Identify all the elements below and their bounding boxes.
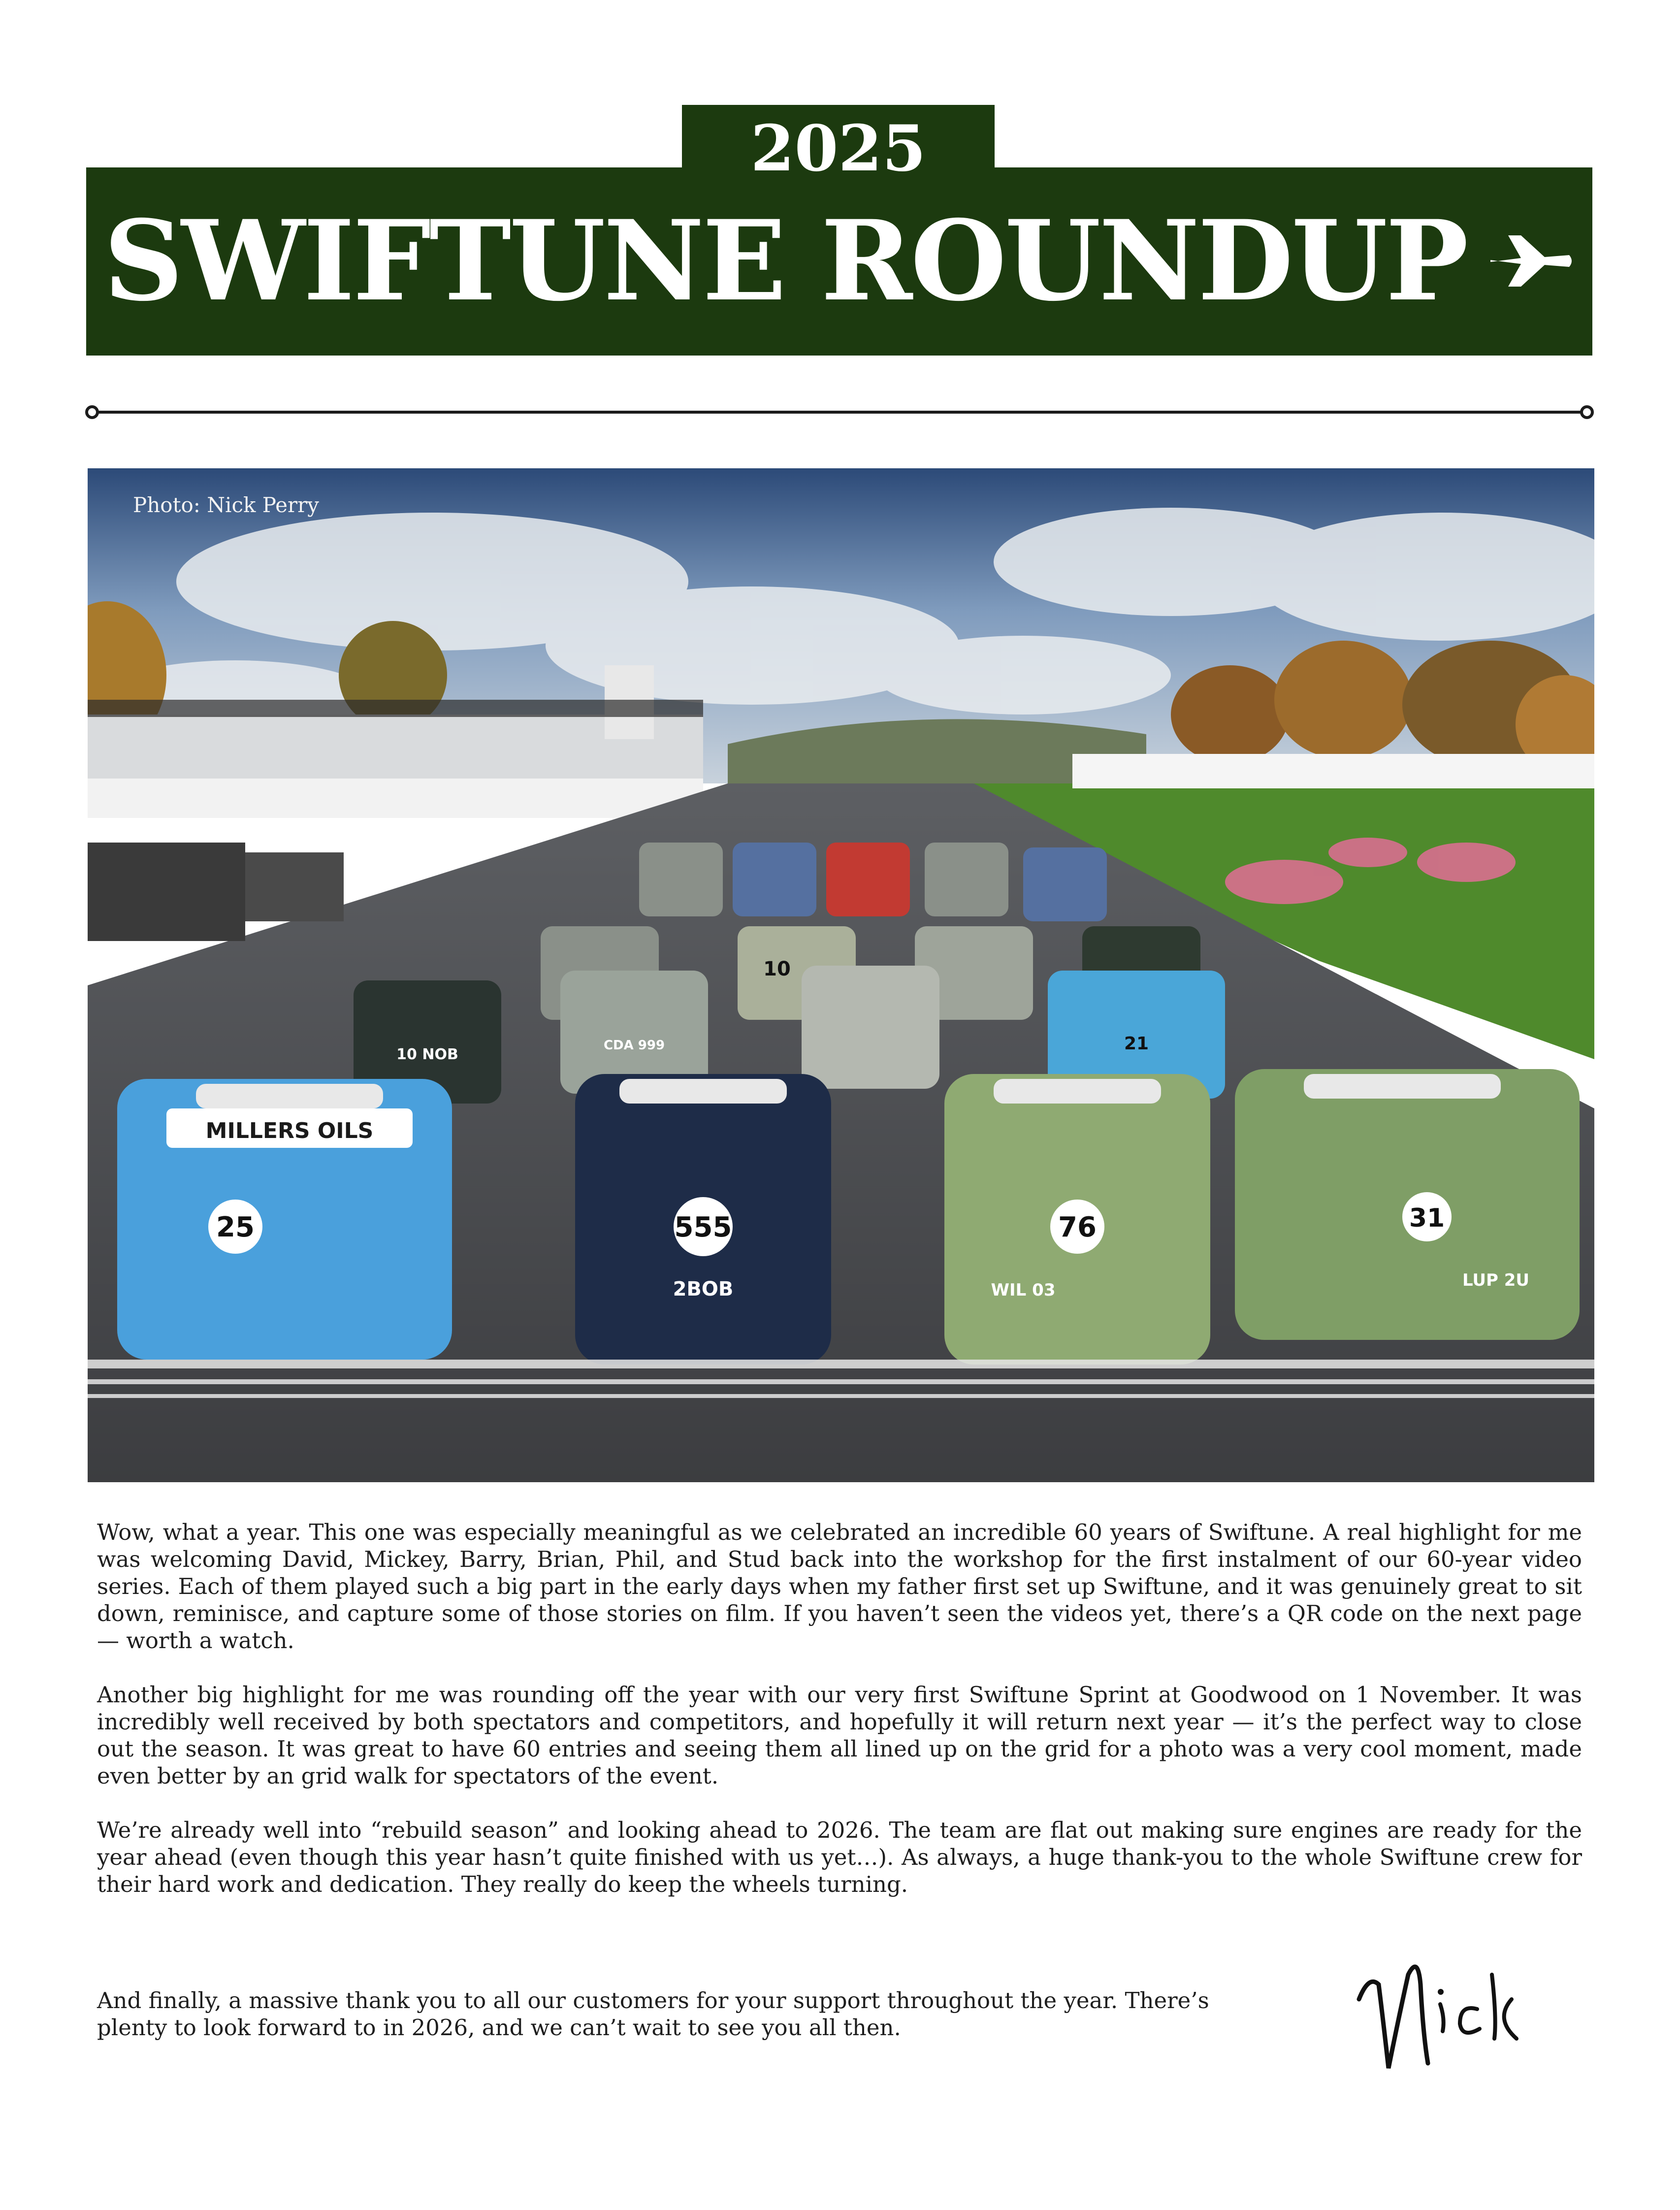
car-label: 31 bbox=[1409, 1203, 1445, 1233]
car-label: 555 bbox=[674, 1211, 732, 1243]
car-label: LUP 2U bbox=[1462, 1270, 1530, 1290]
photo-illustration bbox=[88, 468, 1594, 1482]
car-label: 21 bbox=[1124, 1034, 1149, 1054]
year-heading: 2025 bbox=[750, 112, 926, 186]
page-title: SWIFTUNE ROUNDUP bbox=[103, 196, 1467, 325]
car-label: 10 NOB bbox=[396, 1046, 458, 1063]
car-label: 10 bbox=[763, 958, 791, 980]
paragraph-1: Wow, what a year. This one was especially meaningful as we celebrated an incredible 60 years of Swiftune. A real highlight for me was welcoming David, Mickey, Barry, Brian, Phil, and Stud back into the workshop for the first instalment of our 60-year video series. Each of them played such a big part in the early days when my father first set up Swiftune, and it was genuinely great to sit down, reminisce, and capture some of those stories on film. If you haven’t seen the videos yet, there’s a QR code on the next page — worth a watch. bbox=[97, 1519, 1582, 1654]
grid-photo bbox=[88, 468, 1594, 1482]
paragraph-4: And finally, a massive thank you to all our customers for your support throughout the year. There’s plenty to look forward to in 2026, and we can’t wait to see you all then. bbox=[97, 1987, 1209, 2041]
car-label: 2BOB bbox=[673, 1278, 734, 1300]
car-label: CDA 999 bbox=[603, 1038, 665, 1053]
title-row bbox=[86, 197, 1592, 325]
photo-credit: Photo: Nick Perry bbox=[133, 493, 319, 517]
plane-icon bbox=[1486, 231, 1575, 291]
car-label: WIL 03 bbox=[991, 1280, 1056, 1300]
car-label: MILLERS OILS bbox=[205, 1118, 374, 1143]
paragraph-2: Another big highlight for me was rounding off the year with our very first Swiftune Sprint at Goodwood on 1 November. It was incredibly well received by both spectators and competitors, and hopefully it will return next year — it’s the perfect way to close out the season. It was great to have 60 entries and seeing them all lined up on the grid for a photo was a very cool moment, made even better by an grid walk for spectators of the event. bbox=[97, 1682, 1582, 1789]
car-label: 76 bbox=[1058, 1211, 1097, 1243]
signature bbox=[1349, 1945, 1526, 2083]
car-label: 25 bbox=[216, 1211, 255, 1243]
letter-body bbox=[97, 1519, 1582, 1925]
paragraph-3: We’re already well into “rebuild season” and looking ahead to 2026. The team are flat out making sure engines are ready for the year ahead (even though this year hasn’t quite finished with us yet…). As always, a huge thank-you to the whole Swiftune crew for their hard work and dedication. They really do keep the wheels turning. bbox=[97, 1817, 1582, 1897]
divider-line bbox=[84, 404, 1595, 421]
